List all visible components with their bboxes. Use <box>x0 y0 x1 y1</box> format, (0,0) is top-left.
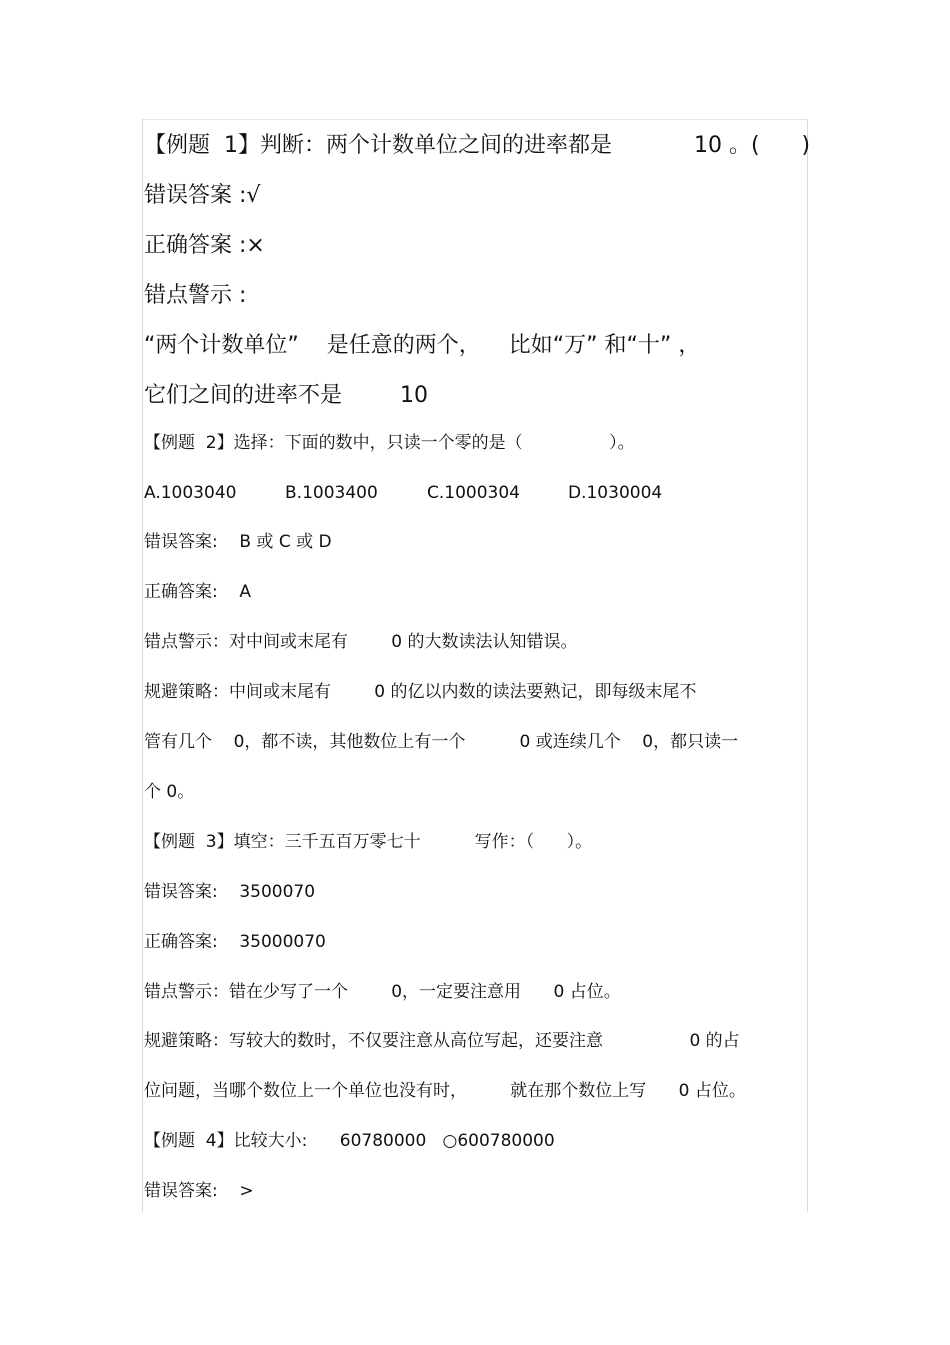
example-3-wrong-answer: 错误答案: 3500070 <box>144 882 316 902</box>
example-1-warning-label: 错点警示 : <box>144 283 247 308</box>
example-2-options <box>144 485 704 505</box>
example-1-explanation-line-1: “两个计数单位” 是任意的两个， 比如“万” 和“十” ， <box>144 333 701 358</box>
example-1-heading <box>144 133 811 159</box>
example-1-explanation-line-2 <box>144 385 544 409</box>
example-2-strategy-line-1: 规避策略：中间或末尾有 0 的亿以内数的读法要熟记，即每级末尾不 <box>144 682 697 702</box>
example-3-correct-answer: 正确答案: 35000070 <box>144 932 326 952</box>
option-d: D.1030004 <box>568 483 663 503</box>
example-1-question: 【例题 1】判断：两个计数单位之间的进率都是 <box>144 133 612 158</box>
example-3-warning: 错点警示：错在少写了一个 0，一定要注意用 0 占位。 <box>144 982 621 1002</box>
option-c: C.1000304 <box>427 483 520 503</box>
example-2-warning: 错点警示：对中间或末尾有 0 的大数读法认知错误。 <box>144 632 578 652</box>
example-3-heading: 【例题 3】填空：三千五百万零七十 写作：（ ）。 <box>144 832 593 852</box>
example-2-strategy-line-2: 管有几个 0，都不读，其他数位上有一个 0 或连续几个 0，都只读一 <box>144 732 739 752</box>
example-2-heading: 【例题 2】选择：下面的数中，只读一个零的是（ ）。 <box>144 433 635 453</box>
example-4-wrong-answer: 错误答案: > <box>144 1181 254 1201</box>
example-2-wrong-answer: 错误答案: B 或 C 或 D <box>144 532 332 552</box>
example-1-blank: 10 。( ) <box>694 133 811 158</box>
example-2-correct-answer: 正确答案: A <box>144 582 251 602</box>
example-1-correct-answer: 正确答案 :× <box>144 233 265 258</box>
example-2-strategy-line-3: 个 0。 <box>144 782 195 802</box>
option-b: B.1003400 <box>285 483 378 503</box>
example-1-explanation-text: 它们之间的进率不是 <box>144 383 343 408</box>
example-4-heading: 【例题 4】比较大小: 60780000 ○600780000 <box>144 1131 555 1151</box>
example-1-explanation-number: 10 <box>400 383 428 408</box>
option-a: A.1003040 <box>144 483 237 503</box>
example-1-wrong-answer: 错误答案 :√ <box>144 183 261 208</box>
example-3-strategy-line-2: 位问题，当哪个数位上一个单位也没有时， 就在那个数位上写 0 占位。 <box>144 1081 746 1101</box>
example-3-strategy-line-1: 规避策略：写较大的数时，不仅要注意从高位写起，还要注意 0 的占 <box>144 1031 740 1051</box>
